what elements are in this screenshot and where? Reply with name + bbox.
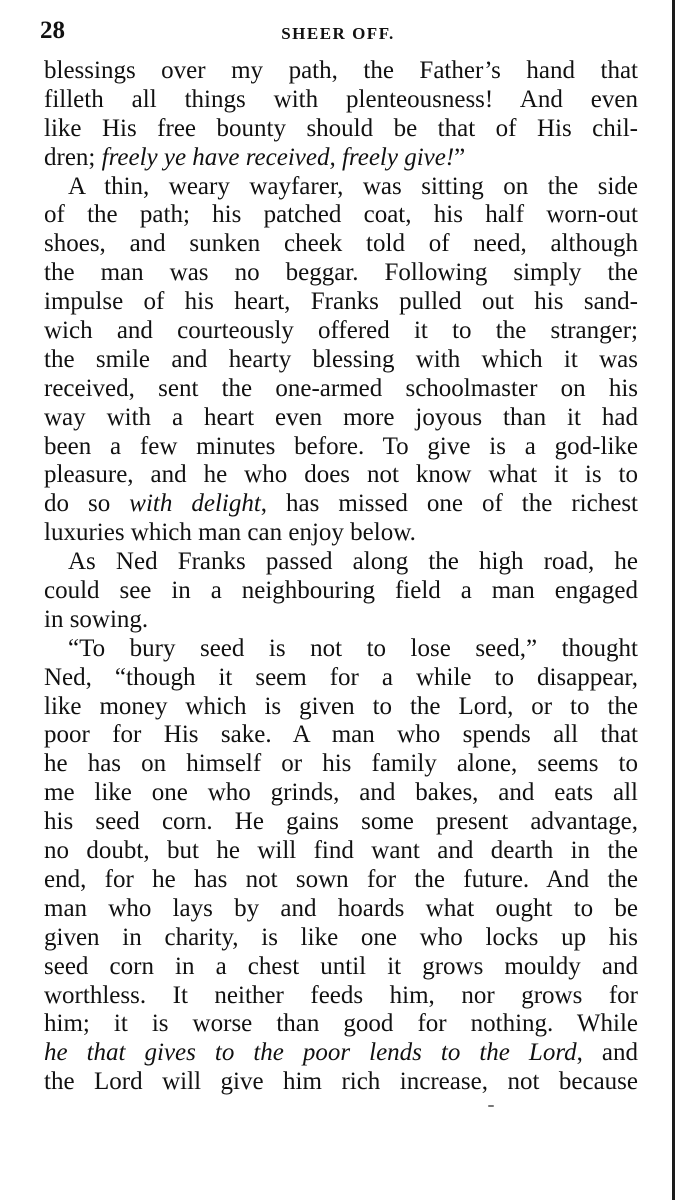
text-line: his seed corn. He gains some present advantage, [44, 808, 638, 836]
text-line: he that gives to the poor lends to the Lord, and [44, 1039, 638, 1067]
text-line: could see in a neighbouring field a man engaged [44, 577, 638, 605]
italic-text: he that gives to the poor lends to the Lord [44, 1039, 577, 1067]
text-line: the Lord will give him rich increase, not because [44, 1068, 638, 1096]
text-line: the man was no beggar. Following simply the [44, 259, 638, 287]
text-line: me like one who grinds, and bakes, and eats all [44, 779, 638, 807]
text-line: dren; freely ye have received, freely give!” [44, 143, 466, 171]
italic-text: freely ye have received, freely give! [101, 143, 455, 171]
text-line: the smile and hearty blessing with which it was [44, 345, 638, 373]
text-line: been a few minutes before. To give is a god-like [44, 432, 638, 460]
page-header [40, 14, 636, 48]
text-line: poor for His sake. A man who spends all that [44, 721, 638, 749]
text-line: filleth all things with plenteousness! And even [44, 85, 638, 113]
text-line: wich and courteously offered it to the stranger; [44, 317, 638, 345]
text-line: shoes, and sunken cheek told of need, although [44, 230, 638, 258]
text-line: way with a heart even more joyous than it had [44, 403, 638, 431]
text-line: Ned, “though it seem for a while to disappear, [44, 663, 638, 691]
body-text [44, 57, 638, 1097]
running-head: SHEER OFF. [281, 24, 395, 43]
text-line: in sowing. [44, 605, 149, 633]
paragraph-start-line: A thin, weary wayfarer, was sitting on the side [68, 172, 638, 200]
text-line: received, sent the one-armed schoolmaster on his [44, 374, 638, 402]
text-line: man who lays by and hoards what ought to be [44, 894, 638, 922]
text-line: he has on himself or his family alone, seems to [44, 750, 638, 778]
text-line: like money which is given to the Lord, or to the [44, 692, 638, 720]
text-line: pleasure, and he who does not know what it is to [44, 461, 638, 489]
text-line: no doubt, but he will find want and dearth in the [44, 837, 638, 865]
text-line: luxuries which man can enjoy below. [44, 519, 416, 547]
page-number: 28 [40, 17, 65, 44]
paragraph-start-line: As Ned Franks passed along the high road, he [68, 548, 638, 576]
text-line: like His free bounty should be that of His chil- [44, 114, 638, 142]
italic-text: with delight [129, 490, 261, 518]
text-line: end, for he has not sown for the future. And the [44, 865, 638, 893]
text-line: impulse of his heart, Franks pulled out his sand- [44, 288, 638, 316]
paragraph-start-line: “To bury seed is not to lose seed,” thought [68, 634, 638, 662]
text-line: of the path; his patched coat, his half worn-out [44, 201, 638, 229]
text-line: do so with delight, has missed one of the richest [44, 490, 638, 518]
text-line: seed corn in a chest until it grows mouldy and [44, 952, 638, 980]
print-speck [488, 1105, 494, 1107]
text-line: him; it is worse than good for nothing. While [44, 1010, 638, 1038]
text-line: given in charity, is like one who locks up his [44, 923, 638, 951]
text-line: worthless. It neither feeds him, nor grows for [44, 981, 638, 1009]
text-line: blessings over my path, the Father’s hand that [44, 57, 638, 84]
